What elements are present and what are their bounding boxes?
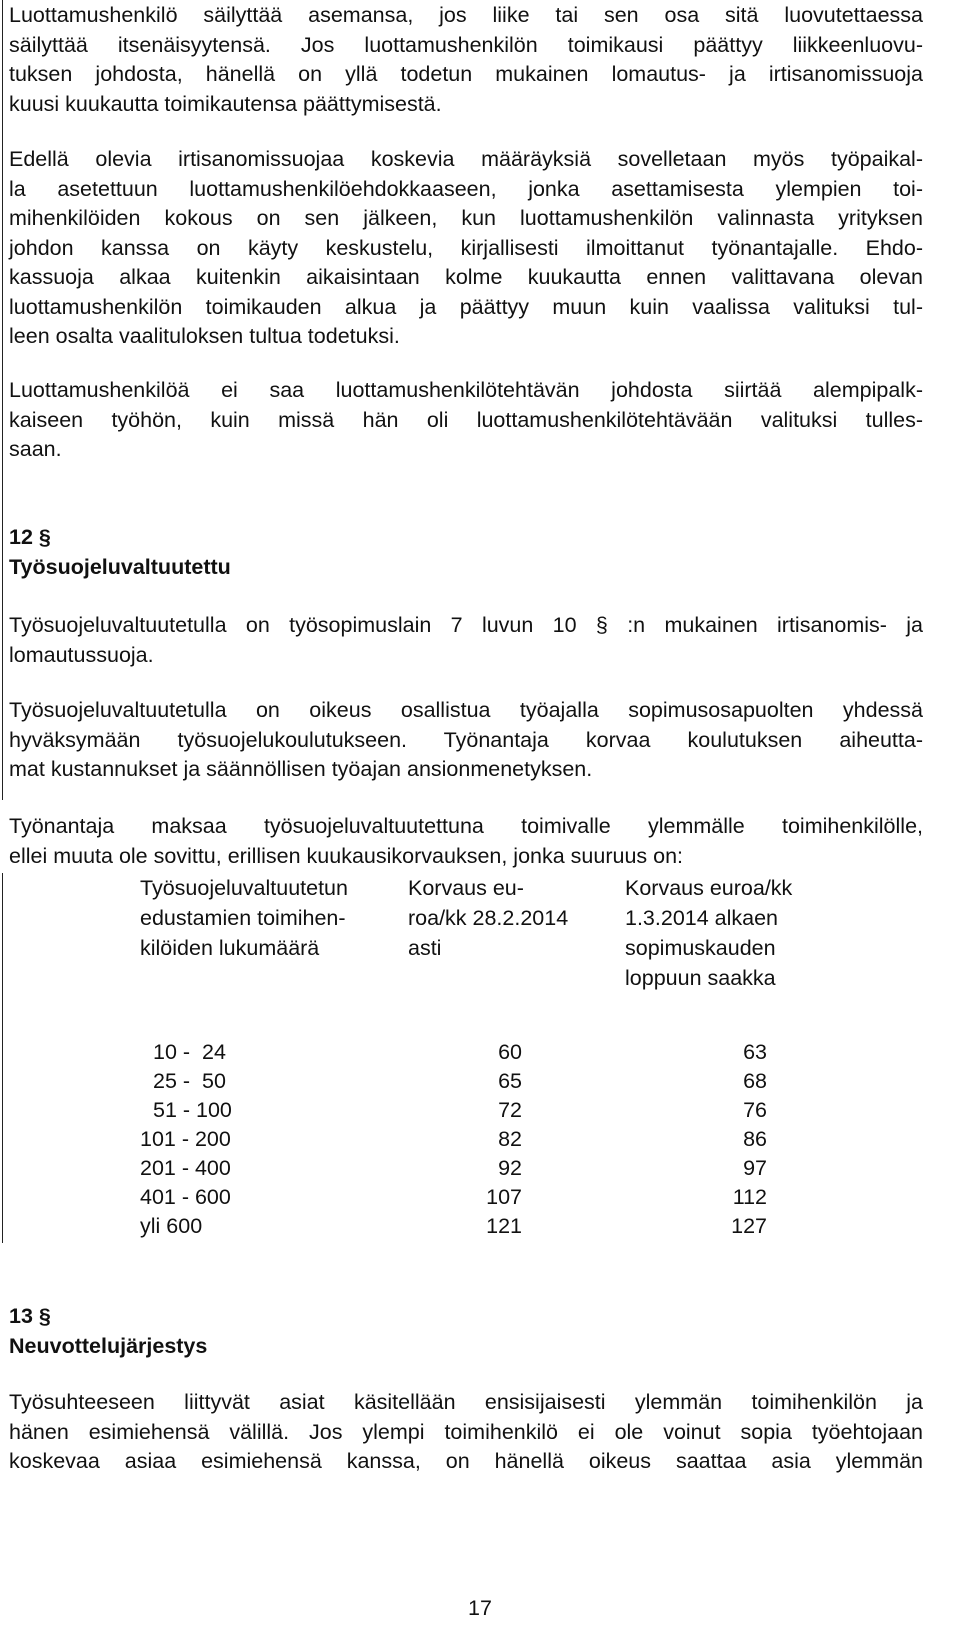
- table-row: [140, 1125, 800, 1154]
- table-row: [140, 1154, 800, 1183]
- change-bar: [2, 873, 3, 1243]
- text-line: kuusi kuukautta toimikautensa päättymisestä.: [9, 91, 442, 116]
- cell-range: 401 - 600: [140, 1185, 231, 1209]
- text-line: luottamushenkilön toimikauden alkua ja päättyy muun kuin vaalissa valituksi tul-: [9, 294, 923, 319]
- text-line: mihenkilöiden kokous on sen jälkeen, kun luottamushenkilön valinnasta yrityksen: [9, 206, 923, 230]
- table-row: [140, 1212, 800, 1241]
- text-line: leen osalta vaalituloksen tultua todetuksi.: [9, 324, 400, 348]
- text-line: lomautussuoja.: [9, 642, 154, 667]
- paragraph-transfer-ban: [9, 376, 923, 465]
- text-line: la asetettuun luottamushenkilöehdokkaaseen, jonka asettamisesta ylempien toi-: [9, 176, 923, 201]
- cell-new-rate: 68: [743, 1069, 767, 1093]
- header-line: kilöiden lukumäärä: [140, 936, 320, 960]
- text-line: mat kustannukset ja säännöllisen työajan ansionmenetyksen.: [9, 757, 593, 781]
- text-line: Luottamushenkilö säilyttää asemansa, jos liike tai sen osa sitä luovutettaessa: [9, 3, 923, 27]
- section-13-heading: [9, 1302, 207, 1361]
- cell-new-rate: 97: [743, 1156, 767, 1180]
- cell-range: 10 - 24: [153, 1040, 226, 1064]
- section-number: 13 §: [9, 1304, 51, 1328]
- table-row: [140, 1183, 800, 1212]
- paragraph-safety-delegate-protection: [9, 611, 923, 670]
- table-header-employees: [140, 873, 348, 963]
- cell-range: 25 - 50: [153, 1069, 226, 1093]
- text-line: tuksen johdosta, hänellä on yllä todetun mukainen lomautus- ja irtisanomissuoja: [9, 62, 923, 86]
- cell-range: 101 - 200: [140, 1127, 231, 1151]
- text-line: kassuoja alkaa kuitenkin aikaisintaan kolme kuukautta ennen valittavana olevan: [9, 265, 923, 289]
- table-row: [140, 1096, 800, 1125]
- cell-new-rate: 112: [732, 1185, 767, 1209]
- header-line: edustamien toimihen-: [140, 906, 346, 930]
- table-row: [140, 1038, 800, 1067]
- cell-old-rate: 60: [498, 1040, 522, 1064]
- cell-new-rate: 76: [743, 1098, 767, 1122]
- header-line: loppuun saakka: [625, 966, 776, 990]
- table-header-new-rate: [625, 873, 792, 993]
- text-line: Luottamushenkilöä ei saa luottamushenkilötehtävän johdosta siirtää alempipalk-: [9, 378, 923, 402]
- text-line: kaiseen työhön, kuin missä hän oli luottamushenkilötehtävään valituksi tulles-: [9, 407, 923, 432]
- cell-old-rate: 82: [498, 1127, 522, 1151]
- cell-range: yli 600: [140, 1214, 203, 1238]
- header-line: asti: [408, 936, 442, 960]
- text-line: Työnantaja maksaa työsuojeluvaltuutettuna toimivalle ylemmälle toimihenkilölle,: [9, 814, 923, 838]
- text-line: säilyttää itsenäisyytensä. Jos luottamushenkilön toimikausi päättyy liikkeenluovu-: [9, 32, 923, 57]
- section-number: 12 §: [9, 525, 51, 549]
- cell-old-rate: 72: [498, 1098, 522, 1122]
- cell-new-rate: 127: [731, 1214, 767, 1238]
- paragraph-training: [9, 696, 923, 785]
- text-line: koskevaa asiaa esimiehensä kanssa, on hänellä oikeus saattaa asia ylemmän: [9, 1449, 923, 1473]
- paragraph-compensation-intro: [9, 812, 923, 871]
- section-12-heading: [9, 523, 231, 582]
- cell-old-rate: 92: [498, 1156, 522, 1180]
- cell-range: 51 - 100: [153, 1098, 232, 1122]
- section-title: Työsuojeluvaltuutettu: [9, 554, 231, 579]
- text-line: hyväksymään työsuojelukoulutukseen. Työnantaja korvaa koulutuksen aiheutta-: [9, 727, 923, 752]
- text-line: johdon kanssa on käyty keskustelu, kirjallisesti ilmoittanut työnantajalle. Ehdo-: [9, 235, 923, 260]
- section-title: Neuvottelujärjestys: [9, 1333, 208, 1358]
- text-line: ellei muuta ole sovittu, erillisen kuukausikorvauksen, jonka suuruus on:: [9, 843, 684, 868]
- cell-old-rate: 121: [486, 1214, 522, 1238]
- text-line: Edellä olevia irtisanomissuojaa koskevia määräyksiä sovelletaan myös työpaikal-: [9, 147, 923, 171]
- header-line: Työsuojeluvaltuutetun: [140, 876, 348, 900]
- header-line: Korvaus euroa/kk: [625, 876, 793, 900]
- header-line: Korvaus eu-: [408, 876, 524, 900]
- header-line: sopimuskauden: [625, 936, 776, 960]
- text-line: Työsuojeluvaltuutetulla on työsopimuslain 7 luvun 10 § :n mukainen irtisanomis- ja: [9, 613, 923, 637]
- text-line: Työsuhteeseen liittyvät asiat käsitellään ensisijaisesti ylemmän toimihenkilön ja: [9, 1390, 923, 1414]
- cell-range: 201 - 400: [140, 1156, 231, 1180]
- table-row: [140, 1067, 800, 1096]
- cell-old-rate: 107: [486, 1185, 522, 1209]
- header-line: roa/kk 28.2.2014: [408, 906, 569, 930]
- cell-new-rate: 86: [743, 1127, 767, 1151]
- change-bar: [2, 0, 3, 800]
- cell-new-rate: 63: [743, 1040, 767, 1064]
- text-line: saan.: [9, 437, 62, 461]
- paragraph-candidate-protection: [9, 145, 923, 352]
- cell-old-rate: 65: [498, 1069, 522, 1093]
- text-line: hänen esimiehensä välillä. Jos ylempi toimihenkilö ei ole voinut sopia työehtojaan: [9, 1419, 923, 1444]
- paragraph-negotiation: [9, 1388, 923, 1477]
- page-number: 17: [468, 1596, 492, 1620]
- table-header-old-rate: [408, 873, 568, 963]
- paragraph-confidant-status: [9, 1, 923, 119]
- header-line: 1.3.2014 alkaen: [625, 906, 779, 930]
- text-line: Työsuojeluvaltuutetulla on oikeus osallistua työajalla sopimusosapuolten yhdessä: [9, 698, 923, 722]
